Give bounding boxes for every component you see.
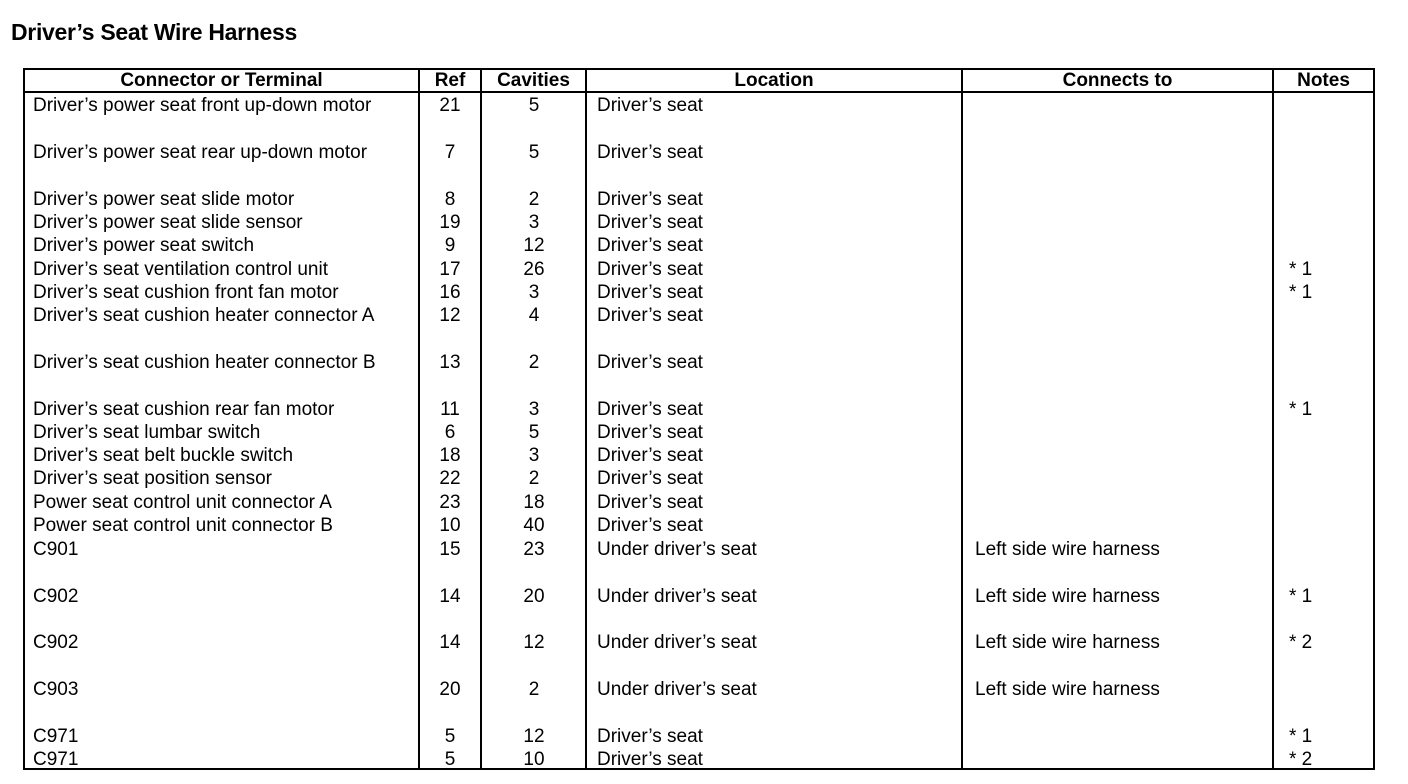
location-cell: Driver’s seat (597, 95, 703, 116)
ref-cell: 10 (439, 515, 461, 536)
ref-cell: 20 (439, 679, 461, 700)
ref-cell: 15 (439, 539, 461, 560)
ref-cell: 19 (439, 212, 461, 233)
cavities-cell: 2 (528, 189, 540, 210)
notes-cell: * 1 (1289, 259, 1313, 280)
cavities-cell: 18 (523, 492, 545, 513)
connector-cell: Driver’s power seat switch (33, 235, 255, 256)
connector-cell: Driver’s power seat front up-down motor (33, 95, 372, 116)
cavities-cell: 10 (523, 749, 545, 770)
connects-to-cell: Left side wire harness (975, 679, 1160, 700)
connector-cell: Driver’s seat ventilation control unit (33, 259, 328, 280)
connector-cell: Driver’s seat cushion heater connector B (33, 352, 376, 373)
cavities-cell: 5 (528, 95, 540, 116)
connector-cell: Power seat control unit connector A (33, 492, 332, 513)
column-divider (418, 68, 420, 770)
cavities-cell: 26 (523, 259, 545, 280)
column-divider (1272, 68, 1274, 770)
location-cell: Driver’s seat (597, 492, 703, 513)
location-cell: Driver’s seat (597, 282, 703, 303)
connector-cell: Power seat control unit connector B (33, 515, 333, 536)
connector-cell: Driver’s seat belt buckle switch (33, 445, 294, 466)
cavities-cell: 2 (528, 679, 540, 700)
location-cell: Driver’s seat (597, 515, 703, 536)
ref-cell: 8 (444, 189, 456, 210)
location-cell: Driver’s seat (597, 468, 703, 489)
location-cell: Under driver’s seat (597, 679, 757, 700)
ref-cell: 13 (439, 352, 461, 373)
header-connector: Connector or Terminal (120, 70, 323, 91)
cavities-cell: 2 (528, 352, 540, 373)
connector-cell: C903 (33, 679, 79, 700)
connector-cell: Driver’s power seat slide sensor (33, 212, 303, 233)
connector-cell: C902 (33, 586, 79, 607)
connector-cell: Driver’s seat lumbar switch (33, 422, 261, 443)
page-title: Driver’s Seat Wire Harness (11, 19, 298, 45)
connector-cell: Driver’s seat cushion front fan motor (33, 282, 339, 303)
cavities-cell: 5 (528, 422, 540, 443)
connector-cell: C971 (33, 726, 79, 747)
cavities-cell: 12 (523, 726, 545, 747)
cavities-cell: 12 (523, 632, 545, 653)
notes-cell: * 2 (1289, 632, 1313, 653)
ref-cell: 9 (444, 235, 456, 256)
cavities-cell: 40 (523, 515, 545, 536)
notes-cell: * 1 (1289, 586, 1313, 607)
ref-cell: 14 (439, 586, 461, 607)
ref-cell: 18 (439, 445, 461, 466)
cavities-cell: 5 (528, 142, 540, 163)
column-divider (480, 68, 482, 770)
connector-cell: C901 (33, 539, 79, 560)
connects-to-cell: Left side wire harness (975, 539, 1160, 560)
ref-cell: 7 (444, 142, 456, 163)
location-cell: Driver’s seat (597, 189, 703, 210)
ref-cell: 22 (439, 468, 461, 489)
location-cell: Driver’s seat (597, 142, 703, 163)
cavities-cell: 2 (528, 468, 540, 489)
ref-cell: 21 (439, 95, 461, 116)
location-cell: Driver’s seat (597, 422, 703, 443)
connects-to-cell: Left side wire harness (975, 632, 1160, 653)
location-cell: Driver’s seat (597, 212, 703, 233)
connector-cell: Driver’s power seat rear up-down motor (33, 142, 368, 163)
connector-cell: C902 (33, 632, 79, 653)
connector-cell: Driver’s power seat slide motor (33, 189, 295, 210)
notes-cell: * 2 (1289, 749, 1313, 770)
cavities-cell: 3 (528, 212, 540, 233)
location-cell: Driver’s seat (597, 399, 703, 420)
location-cell: Driver’s seat (597, 749, 703, 770)
header-cavities: Cavities (497, 70, 570, 91)
connector-cell: Driver’s seat cushion rear fan motor (33, 399, 335, 420)
connector-cell: Driver’s seat cushion heater connector A (33, 305, 375, 326)
notes-cell: * 1 (1289, 282, 1313, 303)
location-cell: Driver’s seat (597, 726, 703, 747)
connector-cell: C971 (33, 749, 79, 770)
cavities-cell: 3 (528, 445, 540, 466)
cavities-cell: 23 (523, 539, 545, 560)
location-cell: Under driver’s seat (597, 632, 757, 653)
header-location: Location (734, 70, 814, 91)
location-cell: Driver’s seat (597, 235, 703, 256)
location-cell: Driver’s seat (597, 259, 703, 280)
ref-cell: 16 (439, 282, 461, 303)
connects-to-cell: Left side wire harness (975, 586, 1160, 607)
header-connects-to: Connects to (1062, 70, 1173, 91)
cavities-cell: 4 (528, 305, 540, 326)
cavities-cell: 20 (523, 586, 545, 607)
ref-cell: 5 (444, 749, 456, 770)
notes-cell: * 1 (1289, 726, 1313, 747)
ref-cell: 12 (439, 305, 461, 326)
column-divider (961, 68, 963, 770)
cavities-cell: 12 (523, 235, 545, 256)
location-cell: Under driver’s seat (597, 539, 757, 560)
ref-cell: 17 (439, 259, 461, 280)
connector-cell: Driver’s seat position sensor (33, 468, 273, 489)
location-cell: Driver’s seat (597, 445, 703, 466)
ref-cell: 14 (439, 632, 461, 653)
ref-cell: 23 (439, 492, 461, 513)
ref-cell: 5 (444, 726, 456, 747)
column-divider (585, 68, 587, 770)
cavities-cell: 3 (528, 282, 540, 303)
cavities-cell: 3 (528, 399, 540, 420)
location-cell: Under driver’s seat (597, 586, 757, 607)
location-cell: Driver’s seat (597, 352, 703, 373)
ref-cell: 6 (444, 422, 456, 443)
location-cell: Driver’s seat (597, 305, 703, 326)
notes-cell: * 1 (1289, 399, 1313, 420)
header-notes: Notes (1297, 70, 1350, 91)
ref-cell: 11 (440, 399, 460, 420)
header-ref: Ref (434, 70, 466, 91)
